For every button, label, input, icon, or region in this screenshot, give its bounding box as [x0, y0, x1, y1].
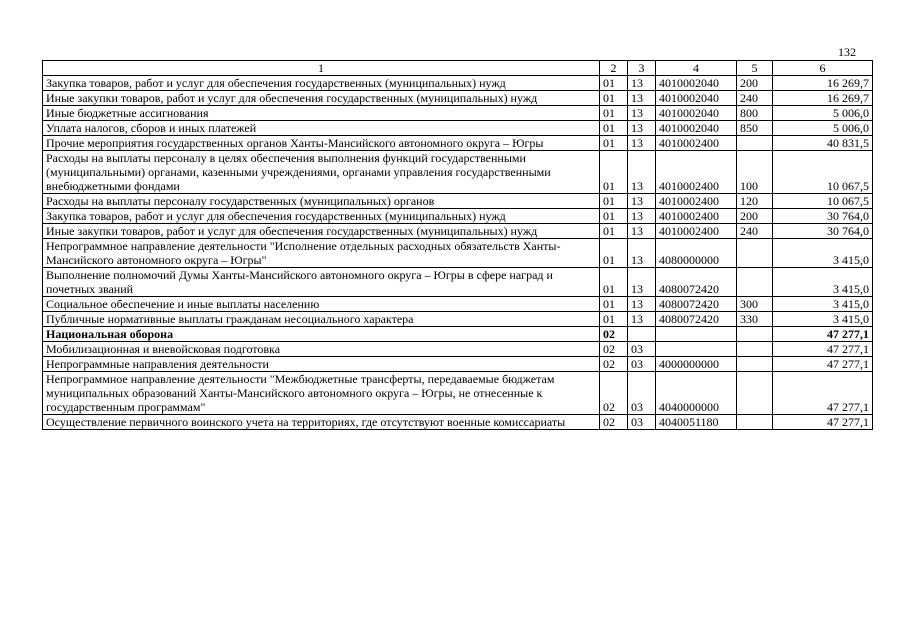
amount-cell: 30 764,0 — [773, 224, 873, 239]
amount-cell: 10 067,5 — [773, 194, 873, 209]
target-article-cell: 4040051180 — [656, 415, 737, 430]
table-row — [43, 76, 873, 91]
expense-type-cell: 120 — [737, 194, 773, 209]
section-code-cell: 02 — [600, 372, 628, 415]
subsection-code-cell: 03 — [628, 372, 656, 415]
target-article-cell: 4010002040 — [656, 91, 737, 106]
table-row — [43, 151, 873, 194]
row-name-cell: Иные закупки товаров, работ и услуг для обеспечения государственных (муниципальных) нужд — [43, 91, 600, 106]
subsection-code-cell: 13 — [628, 136, 656, 151]
row-name-cell: Непрограммное направление деятельности "Межбюджетные трансферты, передаваемые бюджетам муниципальных образований Ханты-Мансийского автономного округа – Югры, не отнесенные к государственным программам" — [43, 372, 600, 415]
target-article-cell: 4010002400 — [656, 136, 737, 151]
table-row — [43, 106, 873, 121]
expense-type-cell: 800 — [737, 106, 773, 121]
row-name-cell: Иные бюджетные ассигнования — [43, 106, 600, 121]
expense-type-cell: 240 — [737, 224, 773, 239]
target-article-cell: 4010002040 — [656, 76, 737, 91]
expense-type-cell — [737, 136, 773, 151]
section-code-cell: 01 — [600, 76, 628, 91]
subsection-code-cell: 03 — [628, 357, 656, 372]
subsection-code-cell: 13 — [628, 76, 656, 91]
amount-cell: 3 415,0 — [773, 297, 873, 312]
subsection-code-cell — [628, 327, 656, 342]
subsection-code-cell: 13 — [628, 224, 656, 239]
row-name-cell: Расходы на выплаты персоналу государственных (муниципальных) органов — [43, 194, 600, 209]
row-name-cell: Осуществление первичного воинского учета на территориях, где отсутствуют военные комиссариаты — [43, 415, 600, 430]
expense-type-cell: 200 — [737, 209, 773, 224]
row-name-cell: Непрограммные направления деятельности — [43, 357, 600, 372]
row-name-cell: Социальное обеспечение и иные выплаты населению — [43, 297, 600, 312]
table-body — [43, 76, 873, 430]
subsection-code-cell: 13 — [628, 297, 656, 312]
row-name-cell: Мобилизационная и вневойсковая подготовка — [43, 342, 600, 357]
target-article-cell: 4080000000 — [656, 239, 737, 268]
table-row — [43, 224, 873, 239]
amount-cell: 47 277,1 — [773, 357, 873, 372]
column-header: 2 — [600, 61, 628, 76]
table-row — [43, 121, 873, 136]
target-article-cell: 4040000000 — [656, 372, 737, 415]
section-code-cell: 02 — [600, 342, 628, 357]
expense-type-cell: 100 — [737, 151, 773, 194]
section-code-cell: 01 — [600, 91, 628, 106]
section-code-cell: 01 — [600, 297, 628, 312]
row-name-cell: Уплата налогов, сборов и иных платежей — [43, 121, 600, 136]
subsection-code-cell: 13 — [628, 239, 656, 268]
section-code-cell: 01 — [600, 209, 628, 224]
table-row — [43, 342, 873, 357]
section-code-cell: 01 — [600, 121, 628, 136]
table-row — [43, 327, 873, 342]
page-number: 132 — [838, 45, 856, 59]
section-code-cell: 01 — [600, 239, 628, 268]
amount-cell: 47 277,1 — [773, 342, 873, 357]
amount-cell: 47 277,1 — [773, 372, 873, 415]
expense-type-cell: 330 — [737, 312, 773, 327]
column-header: 5 — [737, 61, 773, 76]
amount-cell: 47 277,1 — [773, 327, 873, 342]
expense-type-cell: 200 — [737, 76, 773, 91]
amount-cell: 3 415,0 — [773, 312, 873, 327]
target-article-cell: 4010002040 — [656, 121, 737, 136]
expense-type-cell — [737, 415, 773, 430]
subsection-code-cell: 13 — [628, 91, 656, 106]
target-article-cell: 4010002040 — [656, 106, 737, 121]
section-code-cell: 02 — [600, 357, 628, 372]
section-code-cell: 02 — [600, 415, 628, 430]
row-name-cell: Публичные нормативные выплаты гражданам несоциального характера — [43, 312, 600, 327]
section-code-cell: 01 — [600, 224, 628, 239]
table-row — [43, 91, 873, 106]
subsection-code-cell: 13 — [628, 151, 656, 194]
target-article-cell: 4010002400 — [656, 209, 737, 224]
row-name-cell: Прочие мероприятия государственных органов Ханты-Мансийского автономного округа – Югры — [43, 136, 600, 151]
table-row — [43, 209, 873, 224]
table-row — [43, 194, 873, 209]
target-article-cell: 4080072420 — [656, 268, 737, 297]
amount-cell: 16 269,7 — [773, 76, 873, 91]
subsection-code-cell: 13 — [628, 312, 656, 327]
table-header-row — [43, 61, 873, 76]
table-row — [43, 297, 873, 312]
section-code-cell: 02 — [600, 327, 628, 342]
subsection-code-cell: 03 — [628, 415, 656, 430]
section-code-cell: 01 — [600, 194, 628, 209]
column-header: 6 — [773, 61, 873, 76]
expense-type-cell — [737, 239, 773, 268]
expense-type-cell — [737, 372, 773, 415]
expense-type-cell — [737, 327, 773, 342]
target-article-cell: 4010002400 — [656, 194, 737, 209]
amount-cell: 3 415,0 — [773, 268, 873, 297]
table-row — [43, 136, 873, 151]
row-name-cell: Национальная оборона — [43, 327, 600, 342]
row-name-cell: Иные закупки товаров, работ и услуг для обеспечения государственных (муниципальных) нужд — [43, 224, 600, 239]
target-article-cell: 4000000000 — [656, 357, 737, 372]
section-code-cell: 01 — [600, 106, 628, 121]
subsection-code-cell: 13 — [628, 194, 656, 209]
expense-type-cell — [737, 357, 773, 372]
table-row — [43, 312, 873, 327]
target-article-cell — [656, 342, 737, 357]
row-name-cell: Непрограммное направление деятельности "Исполнение отдельных расходных обязательств Ханты-Мансийского автономного округа – Югры" — [43, 239, 600, 268]
row-name-cell: Выполнение полномочий Думы Ханты-Мансийского автономного округа – Югры в сфере наград и почетных званий — [43, 268, 600, 297]
subsection-code-cell: 03 — [628, 342, 656, 357]
column-header: 4 — [656, 61, 737, 76]
amount-cell: 40 831,5 — [773, 136, 873, 151]
target-article-cell: 4080072420 — [656, 312, 737, 327]
amount-cell: 47 277,1 — [773, 415, 873, 430]
table-row — [43, 239, 873, 268]
target-article-cell: 4080072420 — [656, 297, 737, 312]
subsection-code-cell: 13 — [628, 209, 656, 224]
table-row — [43, 357, 873, 372]
column-header: 3 — [628, 61, 656, 76]
subsection-code-cell: 13 — [628, 121, 656, 136]
table-row — [43, 372, 873, 415]
section-code-cell: 01 — [600, 151, 628, 194]
amount-cell: 30 764,0 — [773, 209, 873, 224]
budget-table — [42, 60, 873, 430]
table-row — [43, 268, 873, 297]
section-code-cell: 01 — [600, 268, 628, 297]
expense-type-cell — [737, 342, 773, 357]
subsection-code-cell: 13 — [628, 106, 656, 121]
amount-cell: 5 006,0 — [773, 121, 873, 136]
amount-cell: 10 067,5 — [773, 151, 873, 194]
expense-type-cell: 240 — [737, 91, 773, 106]
section-code-cell: 01 — [600, 136, 628, 151]
amount-cell: 16 269,7 — [773, 91, 873, 106]
target-article-cell: 4010002400 — [656, 224, 737, 239]
row-name-cell: Закупка товаров, работ и услуг для обеспечения государственных (муниципальных) нужд — [43, 209, 600, 224]
column-header: 1 — [43, 61, 600, 76]
expense-type-cell — [737, 268, 773, 297]
row-name-cell: Закупка товаров, работ и услуг для обеспечения государственных (муниципальных) нужд — [43, 76, 600, 91]
section-code-cell: 01 — [600, 312, 628, 327]
table-row — [43, 415, 873, 430]
expense-type-cell: 850 — [737, 121, 773, 136]
amount-cell: 5 006,0 — [773, 106, 873, 121]
target-article-cell: 4010002400 — [656, 151, 737, 194]
target-article-cell — [656, 327, 737, 342]
expense-type-cell: 300 — [737, 297, 773, 312]
row-name-cell: Расходы на выплаты персоналу в целях обеспечения выполнения функций государственными (муниципальными) органами, казенными учреждениями, органами управления государственными внебюджетными фондами — [43, 151, 600, 194]
amount-cell: 3 415,0 — [773, 239, 873, 268]
subsection-code-cell: 13 — [628, 268, 656, 297]
